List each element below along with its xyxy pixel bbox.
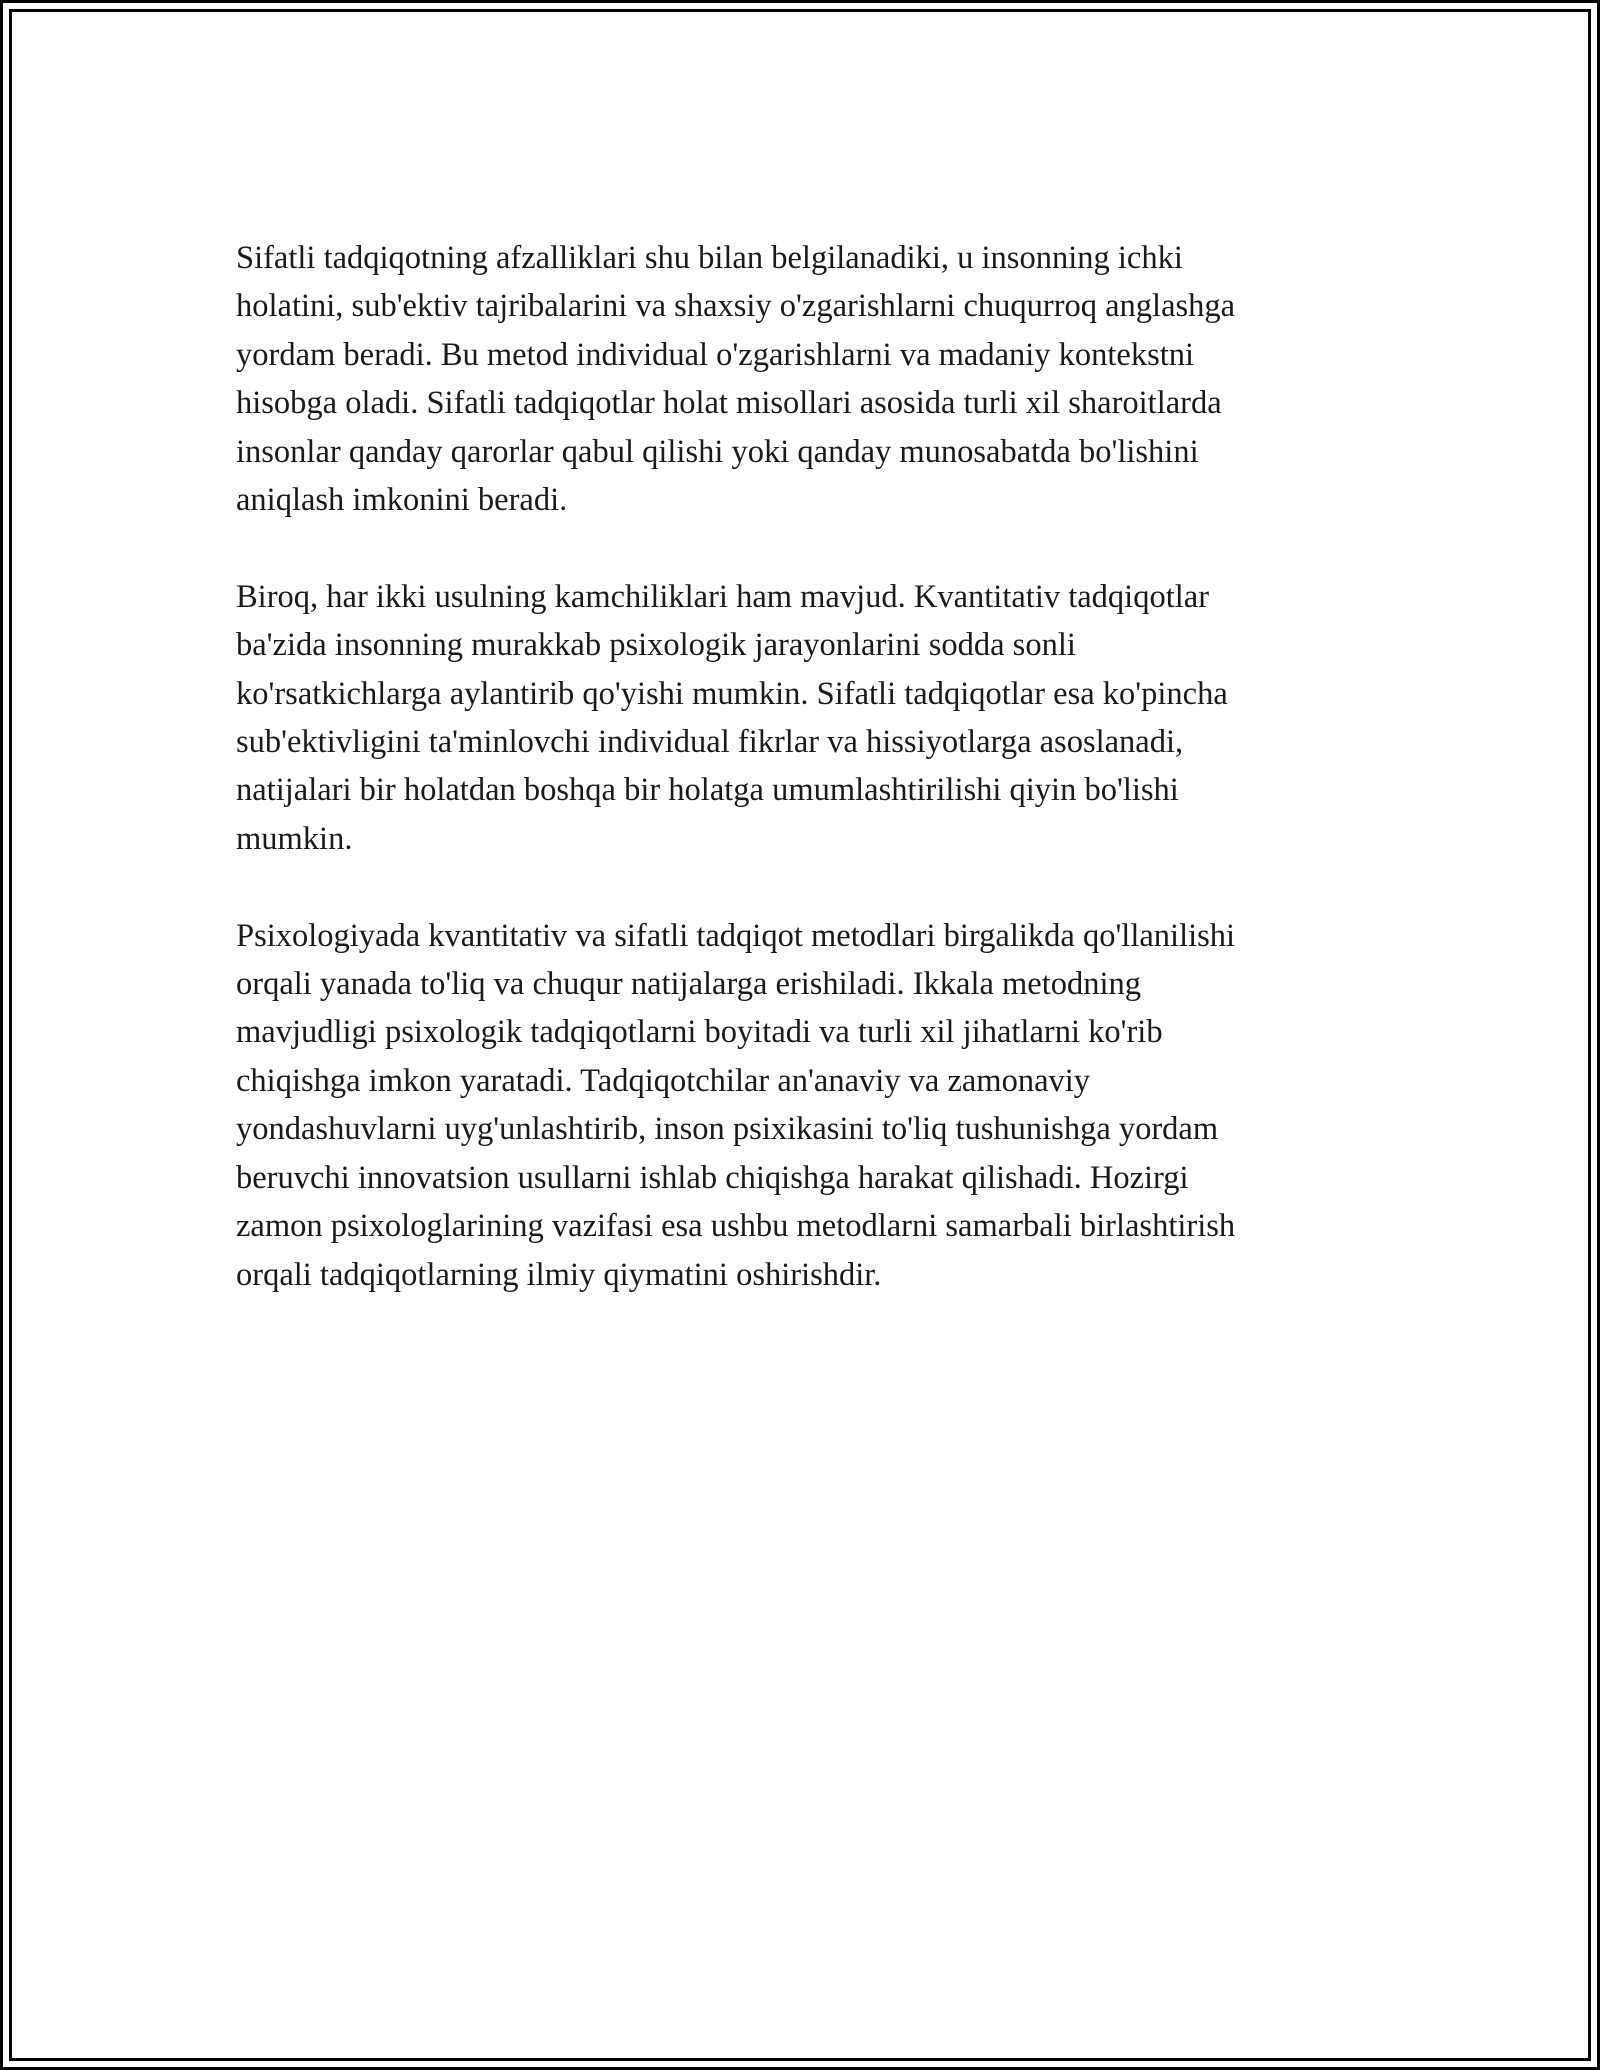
paragraph-line: orqali tadqiqotlarning ilmiy qiymatini oshirishdir.	[236, 1256, 882, 1293]
paragraph-line: sub'ektivligini ta'minlovchi individual fikrlar va hissiyotlarga asoslanadi,	[236, 724, 1184, 761]
paragraph-line: beruvchi innovatsion usullarni ishlab chiqishga harakat qilishadi. Hozirgi	[236, 1159, 1189, 1196]
paragraph-line: natijalari bir holatdan boshqa bir holatga umumlashtirilishi qiyin bo'lishi	[236, 772, 1179, 809]
paragraph-line: yondashuvlarni uyg'unlashtirib, inson psixikasini to'liq tushunishga yordam	[236, 1111, 1219, 1148]
paragraph-line: ba'zida insonning murakkab psixologik jarayonlarini sodda sonli	[236, 627, 1076, 664]
paragraph-line: mavjudligi psixologik tadqiqotlarni boyitadi va turli xil jihatlarni ko'rib	[236, 1014, 1163, 1051]
paragraph-line: hisobga oladi. Sifatli tadqiqotlar holat misollari asosida turli xil sharoitlarda	[236, 385, 1222, 422]
document-body	[236, 234, 1376, 1347]
paragraph-line: aniqlash imkonini beradi.	[236, 482, 568, 519]
paragraph-drawbacks	[236, 573, 1376, 863]
paragraph-line: orqali yanada to'liq va chuqur natijalarga erishiladi. Ikkala metodning	[236, 966, 1142, 1003]
paragraph-line: chiqishga imkon yaratadi. Tadqiqotchilar an'anaviy va zamonaviy	[236, 1062, 1091, 1099]
paragraph-conclusion	[236, 912, 1376, 1299]
paragraph-line: Biroq, har ikki usulning kamchiliklari ham mavjud. Kvantitativ tadqiqotlar	[236, 578, 1210, 615]
paragraph-line: ko'rsatkichlarga aylantirib qo'yishi mumkin. Sifatli tadqiqotlar esa ko'pincha	[236, 675, 1228, 712]
paragraph-advantages	[236, 234, 1376, 524]
paragraph-line: insonlar qanday qarorlar qabul qilishi yoki qanday munosabatda bo'lishini	[236, 433, 1199, 470]
paragraph-line: holatini, sub'ektiv tajribalarini va shaxsiy o'zgarishlarni chuqurroq anglashga	[236, 288, 1236, 325]
paragraph-line: Sifatli tadqiqotning afzalliklari shu bilan belgilanadiki, u insonning ichki	[236, 240, 1183, 276]
paragraph-line: mumkin.	[236, 820, 353, 857]
paragraph-line: zamon psixologlarining vazifasi esa ushbu metodlarni samarbali birlashtirish	[236, 1208, 1236, 1245]
paragraph-line: yordam beradi. Bu metod individual o'zgarishlarni va madaniy kontekstni	[236, 336, 1195, 373]
paragraph-line: Psixologiyada kvantitativ va sifatli tadqiqot metodlari birgalikda qo'llanilishi	[236, 917, 1236, 954]
